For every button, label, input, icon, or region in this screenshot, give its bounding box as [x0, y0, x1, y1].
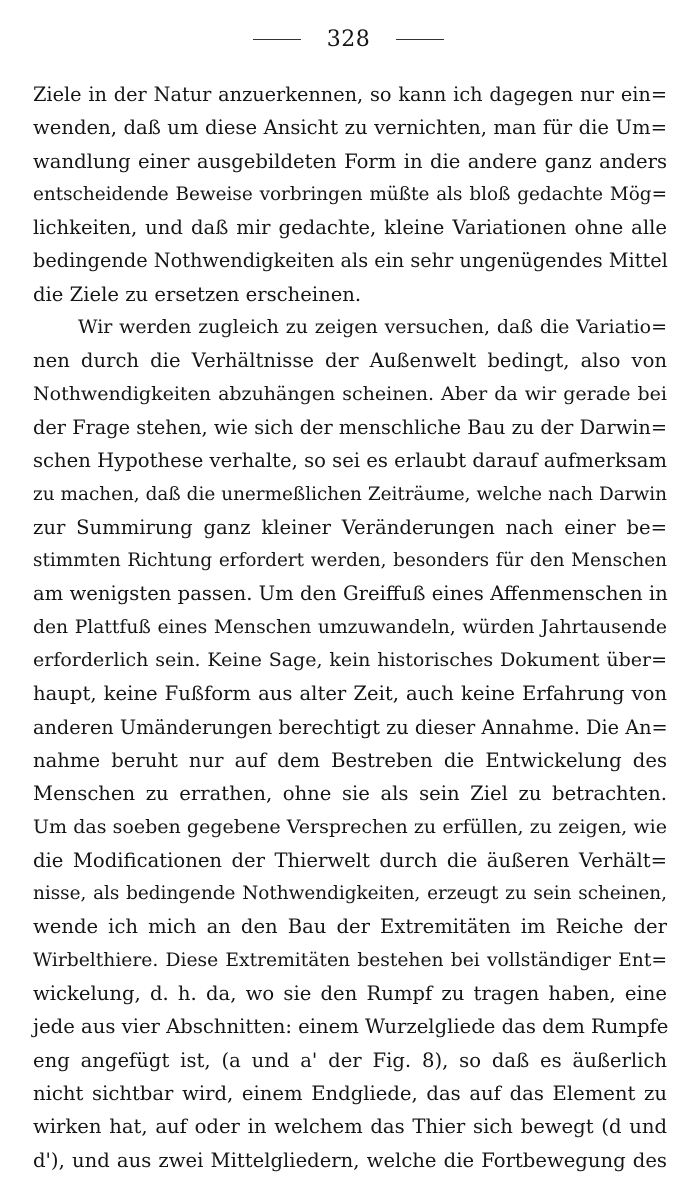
text-line: entscheidende Beweise vorbringen müßte als bloß gedachte Mög= — [33, 183, 667, 205]
text-line: der Frage stehen, wie sich der menschliche Bau zu der Darwin= — [33, 415, 667, 439]
text-line: zu machen, daß die unermeßlichen Zeiträume, welche nach Darwin — [33, 483, 667, 505]
text-line: die Modificationen der Thierwelt durch die äußeren Verhält= — [33, 848, 667, 872]
text-line: die Ziele zu ersetzen erscheinen. — [33, 282, 362, 306]
text-line: nicht sichtbar wird, einem Endgliede, das auf das Element zu — [33, 1081, 667, 1105]
text-line: lichkeiten, und daß mir gedachte, kleine Variationen ohne alle — [33, 216, 667, 240]
text-line: bedingende Nothwendigkeiten als ein sehr ungenügendes Mittel — [33, 249, 668, 273]
text-line: haupt, keine Fußform aus alter Zeit, auch keine Erfahrung von — [33, 682, 667, 706]
text-line: wende ich mich an den Bau der Extremitäten im Reiche der — [33, 915, 667, 939]
text-line: nen durch die Verhältnisse der Außenwelt bedingt, also von — [33, 349, 667, 373]
text-line: nisse, als bedingende Nothwendigkeiten, erzeugt zu sein scheinen, — [33, 883, 667, 905]
text-line: wenden, daß um diese Ansicht zu vernichten, man für die Um= — [33, 116, 667, 140]
text-line: jede aus vier Abschnitten: einem Wurzelgliede das dem Rumpfe — [33, 1015, 669, 1039]
text-line: Wirbelthiere. Diese Extremitäten bestehen bei vollständiger Ent= — [33, 949, 667, 971]
text-line: nahme beruht nur auf dem Bestreben die Entwickelung des — [33, 748, 667, 772]
body-text — [33, 78, 667, 1177]
text-line: wandlung einer ausgebildeten Form in die andere ganz anders — [33, 149, 667, 173]
text-line: d'), und aus zwei Mittelgliedern, welche die Fortbewegung des — [33, 1148, 667, 1172]
text-line: zur Summirung ganz kleiner Veränderungen nach einer be= — [33, 515, 667, 539]
text-line: Wir werden zugleich zu zeigen versuchen, daß die Variatio= — [78, 316, 667, 339]
text-line: wickelung, d. h. da, wo sie den Rumpf zu tragen haben, eine — [33, 982, 667, 1006]
text-line: den Plattfuß eines Menschen umzuwandeln, würden Jahrtausende — [33, 616, 667, 638]
text-line: Menschen zu errathen, ohne sie als sein Ziel zu betrachten. — [33, 782, 667, 806]
header-rule-right — [396, 39, 444, 40]
text-line: eng angefügt ist, (a und a' der Fig. 8), so daß es äußerlich — [33, 1048, 667, 1072]
text-line: anderen Umänderungen berechtigt zu dieser Annahme. Die An= — [33, 715, 668, 739]
text-line: wirken hat, auf oder in welchem das Thier sich bewegt (d und — [33, 1115, 667, 1139]
header-rule-left — [253, 39, 301, 40]
page-number: 328 — [326, 26, 371, 52]
text-line: am wenigsten passen. Um den Greiffuß eines Affenmenschen in — [33, 582, 668, 606]
text-line: stimmten Richtung erfordert werden, besonders für den Menschen — [33, 550, 667, 572]
text-line: schen Hypothese verhalte, so sei es erlaubt darauf aufmerksam — [33, 449, 668, 473]
text-line: Um das soeben gegebene Versprechen zu erfüllen, zu zeigen, wie — [33, 815, 667, 838]
text-line: erforderlich sein. Keine Sage, kein historisches Dokument über= — [33, 649, 667, 672]
page-header — [0, 22, 697, 56]
text-line: Ziele in der Natur anzuerkennen, so kann ich dagegen nur ein= — [33, 83, 667, 106]
text-line: Nothwendigkeiten abzuhängen scheinen. Aber da wir gerade bei — [33, 382, 667, 405]
